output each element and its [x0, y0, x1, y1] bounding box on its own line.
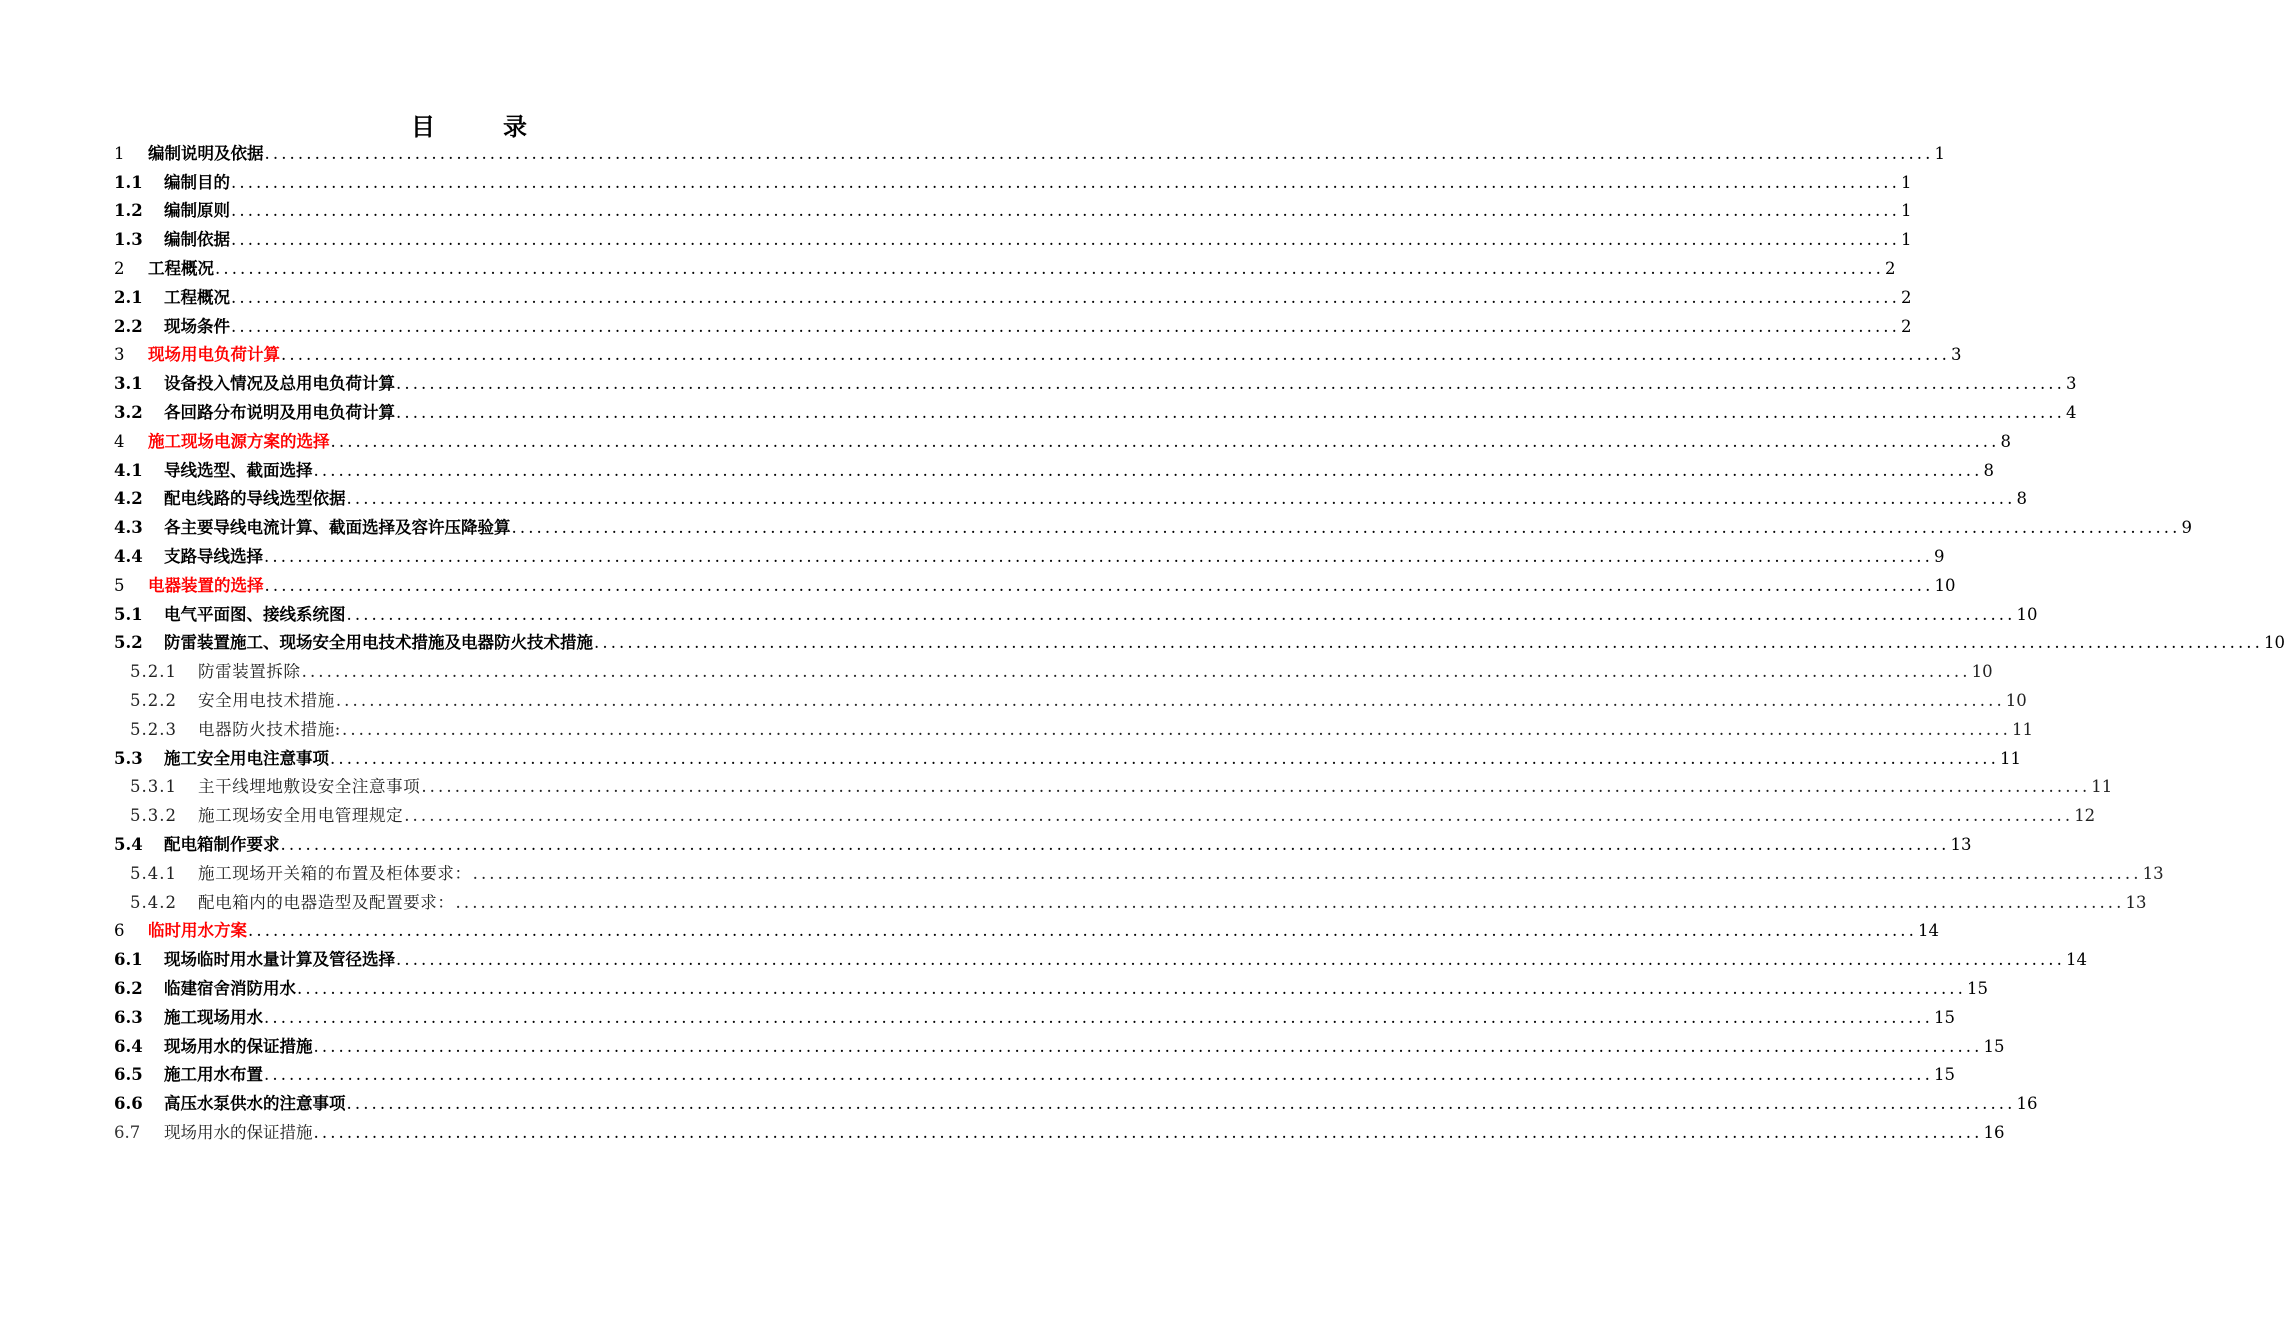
toc-entry[interactable] — [114, 1085, 2038, 1114]
toc-leader-dots: ........................................................................................................................................................................................................ — [404, 806, 2074, 826]
toc-entry-page-number: 15 — [1983, 1036, 2005, 1056]
toc-leader-dots: ........................................................................................................................................................................................................ — [301, 662, 1971, 682]
toc-entry[interactable] — [114, 596, 2038, 625]
toc-entry-title: 工程概况 — [164, 287, 230, 307]
toc-entry[interactable] — [114, 999, 1955, 1028]
toc-entry-title: 工程概况 — [148, 258, 214, 278]
toc-leader-dots: ........................................................................................................................................................................................................ — [313, 460, 1983, 480]
toc-entry[interactable] — [114, 855, 2164, 884]
toc-entry[interactable] — [114, 653, 1993, 682]
toc-entry-page-number: 11 — [2011, 719, 2033, 739]
toc-leader-dots: ........................................................................................................................................................................................................ — [421, 777, 2091, 797]
toc-entry-title: 各主要导线电流计算、截面选择及容许压降验算 — [164, 518, 511, 538]
toc-entry[interactable] — [114, 826, 1972, 855]
toc-leader-dots: ........................................................................................................................................................................................................ — [346, 489, 2016, 509]
toc-entry-number: 6.4 — [114, 1036, 143, 1056]
toc-entry-number: 5.3 — [114, 748, 143, 768]
toc-entry-title: 各回路分布说明及用电负荷计算 — [164, 402, 395, 422]
toc-entry-title: 施工现场电源方案的选择 — [148, 431, 330, 451]
toc-entry-number: 5.4 — [114, 834, 143, 854]
toc-entry[interactable] — [114, 193, 1912, 222]
toc-entry[interactable] — [114, 567, 1956, 596]
toc-entry-page-number: 3 — [2065, 374, 2077, 394]
toc-entry-number: 6 — [114, 921, 125, 941]
toc-entry-page-number: 11 — [1999, 748, 2021, 768]
toc-entry-title: 现场条件 — [164, 316, 230, 336]
toc-leader-dots: ........................................................................................................................................................................................................ — [313, 1122, 1983, 1142]
toc-entry-page-number: 15 — [1933, 1007, 1955, 1027]
toc-entry-title: 编制说明及依据 — [148, 143, 264, 163]
toc-leader-dots: ........................................................................................................................................................................................................ — [281, 345, 1950, 365]
toc-entry[interactable] — [114, 423, 2011, 452]
toc-entry-title: 导线选型、截面选择 — [164, 460, 313, 480]
toc-leader-dots: ........................................................................................................................................................................................................ — [231, 230, 1900, 250]
toc-entry-title: 配电箱制作要求 — [164, 834, 280, 854]
toc-entry-number: 1.3 — [114, 230, 143, 250]
toc-entry-page-number: 14 — [1917, 921, 1939, 941]
toc-entry-title: 现场用电负荷计算 — [148, 345, 280, 365]
toc-leader-dots: ........................................................................................................................................................................................................ — [264, 1007, 1933, 1027]
toc-leader-dots: ........................................................................................................................................................................................................ — [264, 143, 1934, 163]
toc-entry[interactable] — [114, 884, 2147, 913]
toc-entry-page-number: 14 — [2065, 950, 2087, 970]
toc-entry-number: 4.3 — [114, 518, 143, 538]
toc-entry-page-number: 15 — [1933, 1065, 1955, 1085]
toc-entry[interactable] — [114, 538, 1945, 567]
toc-entry-title: 现场用水的保证措施 — [164, 1036, 313, 1056]
toc-entry-page-number: 4 — [2065, 402, 2077, 422]
toc-entry[interactable] — [114, 250, 1896, 279]
toc-entry-title: 现场临时用水量计算及管径选择 — [164, 950, 395, 970]
toc-entry-page-number: 16 — [1983, 1122, 2005, 1142]
toc-entry-page-number: 8 — [2016, 489, 2027, 509]
toc-entry[interactable] — [114, 625, 2285, 654]
toc-entry-number: 3.2 — [114, 402, 143, 422]
toc-leader-dots: ........................................................................................................................................................................................................ — [341, 719, 2011, 739]
toc-entry-number: 4 — [114, 431, 125, 451]
toc-entry-title: 配电线路的导线选型依据 — [164, 489, 346, 509]
toc-entry-page-number: 12 — [2074, 806, 2096, 826]
toc-entry-title: 电气平面图、接线系统图 — [164, 604, 346, 624]
toc-entry-title: 编制目的 — [164, 172, 230, 192]
toc-entry[interactable] — [114, 740, 2021, 769]
toc-leader-dots: ........................................................................................................................................................................................................ — [280, 834, 1950, 854]
toc-entry-title: 施工现场安全用电管理规定 — [198, 806, 404, 826]
toc-leader-dots: ........................................................................................................................................................................................................ — [231, 287, 1900, 307]
toc-leader-dots: ........................................................................................................................................................................................................ — [313, 1036, 1983, 1056]
toc-entry[interactable] — [114, 509, 2192, 538]
toc-entry-title: 主干线埋地敷设安全注意事项 — [198, 777, 421, 797]
toc-entry-title: 高压水泵供水的注意事项 — [164, 1094, 346, 1114]
toc-leader-dots: ........................................................................................................................................................................................................ — [330, 748, 1999, 768]
toc-entry-number: 5.2 — [114, 633, 143, 653]
toc-entry-number: 5.4.2 — [130, 892, 177, 912]
toc-leader-dots: ........................................................................................................................................................................................................ — [264, 575, 1934, 595]
toc-entry-page-number: 9 — [1933, 546, 1945, 566]
toc-entry-page-number: 10 — [1971, 662, 1993, 682]
toc-leader-dots: ........................................................................................................................................................................................................ — [396, 950, 2065, 970]
toc-entry-number: 6.5 — [114, 1065, 143, 1085]
toc-entry[interactable] — [114, 481, 2027, 510]
toc-entry[interactable] — [114, 941, 2087, 970]
toc-leader-dots: ........................................................................................................................................................................................................ — [264, 546, 1933, 566]
toc-entry-page-number: 3 — [1950, 345, 1962, 365]
toc-entry-title: 施工用水布置 — [164, 1065, 263, 1085]
toc-entry-page-number: 2 — [1900, 316, 1912, 336]
toc-leader-dots: ........................................................................................................................................................................................................ — [346, 1094, 2016, 1114]
toc-entry[interactable] — [114, 769, 2113, 798]
toc-entry-number: 3 — [114, 345, 125, 365]
toc-entry-number: 1.2 — [114, 201, 143, 221]
toc-entry-title: 临建宿舍消防用水 — [164, 978, 296, 998]
toc-entry-title: 现场用水的保证措施 — [164, 1122, 313, 1142]
toc-leader-dots: ........................................................................................................................................................................................................ — [346, 604, 2016, 624]
toc-entry-page-number: 15 — [1966, 978, 1988, 998]
toc-entry-number: 5.2.3 — [130, 719, 177, 739]
toc-entry[interactable] — [114, 279, 1912, 308]
toc-entry[interactable] — [114, 1057, 1955, 1086]
toc-entry-page-number: 8 — [1983, 460, 1994, 480]
toc-entry-title: 配电箱内的电器造型及配置要求： — [198, 892, 455, 912]
toc-entry-title: 电器防火技术措施: — [198, 719, 341, 739]
toc-leader-dots: ........................................................................................................................................................................................................ — [231, 201, 1900, 221]
toc-entry-title: 支路导线选择 — [164, 546, 263, 566]
toc-entry-number: 1.1 — [114, 172, 143, 192]
toc-entry-title: 施工现场用水 — [164, 1007, 263, 1027]
toc-entry-title: 施工现场开关箱的布置及柜体要求： — [198, 863, 472, 883]
toc-entry[interactable] — [114, 135, 1945, 164]
toc-entry[interactable] — [114, 1114, 2005, 1143]
toc-leader-dots: ........................................................................................................................................................................................................ — [215, 258, 1884, 278]
toc-entry-number: 5.1 — [114, 604, 143, 624]
toc-leader-dots: ........................................................................................................................................................................................................ — [231, 172, 1900, 192]
toc-entry[interactable] — [114, 711, 2033, 740]
toc-entry[interactable] — [114, 682, 2027, 711]
toc-entry-number: 6.2 — [114, 978, 143, 998]
toc-entry-number: 5.3.2 — [130, 806, 177, 826]
toc-leader-dots: ........................................................................................................................................................................................................ — [330, 431, 2000, 451]
toc-entry[interactable] — [114, 1028, 2005, 1057]
toc-entry-page-number: 10 — [1934, 575, 1956, 595]
toc-entry[interactable] — [114, 337, 1962, 366]
table-of-contents — [114, 135, 2285, 1143]
toc-entry-title: 编制依据 — [164, 230, 230, 250]
toc-entry[interactable] — [114, 365, 2077, 394]
toc-leader-dots: ........................................................................................................................................................................................................ — [594, 633, 2263, 653]
toc-leader-dots: ........................................................................................................................................................................................................ — [511, 518, 2181, 538]
toc-entry-number: 6.3 — [114, 1007, 143, 1027]
toc-entry-page-number: 13 — [1950, 834, 1972, 854]
toc-entry-page-number: 2 — [1884, 258, 1896, 278]
toc-entry-title: 防雷装置施工、现场安全用电技术措施及电器防火技术措施 — [164, 633, 593, 653]
toc-entry[interactable] — [114, 913, 1939, 942]
toc-entry-page-number: 9 — [2181, 518, 2192, 538]
toc-entry-number: 2.1 — [114, 287, 143, 307]
toc-entry-page-number: 1 — [1900, 172, 1912, 192]
toc-entry-number: 3.1 — [114, 374, 143, 394]
toc-entry-title: 编制原则 — [164, 201, 230, 221]
toc-entry-number: 5.2.2 — [130, 690, 177, 710]
toc-entry-page-number: 8 — [2000, 431, 2011, 451]
toc-entry-title: 安全用电技术措施 — [198, 690, 335, 710]
toc-entry[interactable] — [114, 970, 1988, 999]
toc-leader-dots: ........................................................................................................................................................................................................ — [472, 863, 2142, 883]
toc-entry-number: 6.7 — [114, 1122, 141, 1142]
toc-entry-page-number: 10 — [2263, 633, 2285, 653]
toc-entry-number: 4.2 — [114, 489, 143, 509]
toc-entry[interactable] — [114, 394, 2077, 423]
toc-entry-page-number: 1 — [1900, 201, 1912, 221]
toc-leader-dots: ........................................................................................................................................................................................................ — [248, 921, 1917, 941]
toc-entry-number: 2.2 — [114, 316, 143, 336]
toc-entry-number: 2 — [114, 258, 125, 278]
toc-entry-page-number: 11 — [2091, 777, 2113, 797]
toc-leader-dots: ........................................................................................................................................................................................................ — [396, 402, 2065, 422]
toc-leader-dots: ........................................................................................................................................................................................................ — [455, 892, 2125, 912]
toc-leader-dots: ........................................................................................................................................................................................................ — [396, 374, 2065, 394]
toc-entry-page-number: 1 — [1934, 143, 1945, 163]
toc-entry-page-number: 10 — [2016, 604, 2038, 624]
toc-title: 目 录 — [411, 112, 549, 141]
toc-entry-number: 6.6 — [114, 1094, 143, 1114]
toc-entry[interactable] — [114, 797, 2096, 826]
toc-leader-dots: ........................................................................................................................................................................................................ — [231, 316, 1900, 336]
toc-entry-title: 防雷装置拆除 — [198, 662, 301, 682]
toc-entry-title: 设备投入情况及总用电负荷计算 — [164, 374, 395, 394]
toc-entry-number: 4.4 — [114, 546, 143, 566]
toc-entry-title: 电器装置的选择 — [148, 575, 264, 595]
toc-entry-number: 5.4.1 — [130, 863, 177, 883]
toc-entry-number: 6.1 — [114, 950, 143, 970]
toc-leader-dots: ........................................................................................................................................................................................................ — [264, 1065, 1933, 1085]
toc-entry-number: 4.1 — [114, 460, 143, 480]
toc-entry-page-number: 1 — [1900, 230, 1912, 250]
toc-entry-number: 1 — [114, 143, 125, 163]
toc-entry[interactable] — [114, 221, 1912, 250]
toc-entry[interactable] — [114, 164, 1912, 193]
toc-entry-page-number: 2 — [1900, 287, 1912, 307]
toc-leader-dots: ........................................................................................................................................................................................................ — [297, 978, 1966, 998]
toc-entry-page-number: 10 — [2005, 690, 2027, 710]
toc-entry-title: 临时用水方案 — [148, 921, 247, 941]
toc-entry[interactable] — [114, 452, 1994, 481]
toc-entry-page-number: 16 — [2016, 1094, 2038, 1114]
toc-entry-number: 5 — [114, 575, 125, 595]
toc-entry-title: 施工安全用电注意事项 — [164, 748, 329, 768]
toc-entry-page-number: 13 — [2142, 863, 2164, 883]
toc-entry-page-number: 13 — [2125, 892, 2147, 912]
toc-entry[interactable] — [114, 308, 1912, 337]
toc-leader-dots: ........................................................................................................................................................................................................ — [335, 690, 2005, 710]
toc-entry-number: 5.2.1 — [130, 662, 177, 682]
toc-entry-number: 5.3.1 — [130, 777, 177, 797]
